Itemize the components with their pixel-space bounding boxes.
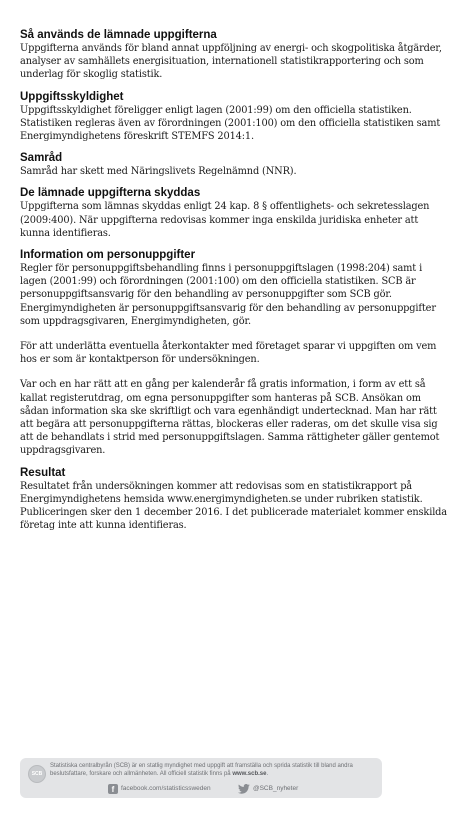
section-paragraph: Resultatet från undersökningen kommer att redovisas som en statistikrapport på Energimyndighetens hemsida www.energimyndigheten.se under rubriken statistik. Publiceringen sker den 1 december 2016. I det publicerade materialet kommer enskilda företag inte att kunna identifieras. — [20, 480, 447, 532]
section-paragraph: Uppgifterna används för bland annat uppföljning av energi- och skogpolitiska åtgärder, analyser av samhällets energisituation, internationell statistikrapportering och som underlag för skoglig statistik. — [20, 43, 442, 81]
twitter-link[interactable] — [238, 783, 298, 794]
facebook-url: facebook.com/statisticssweden — [121, 785, 211, 792]
section-usage — [20, 28, 448, 82]
section-paragraph: Samråd har skett med Näringslivets Regelnämnd (NNR). — [20, 166, 297, 178]
footer-description-end: . — [266, 771, 269, 777]
footer-website-link[interactable]: www.scb.se — [232, 771, 267, 777]
document-body — [20, 28, 448, 540]
footer-description — [50, 762, 378, 778]
section-heading: Så används de lämnade uppgifterna — [20, 29, 217, 41]
twitter-icon — [238, 784, 250, 794]
section-paragraph: Uppgifterna som lämnas skyddas enligt 24 kap. 8 § offentlighets- och sekretesslagen (2009:400). När uppgifterna redovisas kommer inga enskilda juridiska enheter att kunna identifieras. — [20, 201, 430, 239]
section-obligation — [20, 90, 448, 144]
section-heading: Samråd — [20, 152, 63, 165]
section-personal-data — [20, 248, 448, 458]
section-results — [20, 466, 448, 533]
section-paragraph: Uppgiftsskyldighet föreligger enligt lagen (2001:99) om den officiella statistiken. Statistiken regleras även av förordningen (2001:100) om den officiella statistiken samt Energimyndighetens föreskrift STEMFS 2014:1. — [20, 104, 441, 143]
facebook-icon: f — [108, 784, 118, 794]
section-heading: De lämnade uppgifterna skyddas — [20, 187, 201, 200]
section-consultation — [20, 151, 448, 178]
section-protection — [20, 186, 448, 240]
section-heading: Uppgiftsskyldighet — [20, 90, 124, 103]
section-paragraph: Regler för personuppgiftsbehandling finns i personuppgiftslagen (1998:204) samt i lagen (2001:99) och förordningen (2001:100) om den officiella statistiken. SCB är personuppgiftsansvarig för den behandling av personuppgifter som SCB gör. Energimyndigheten är personuppgiftsansvarig för den behandling av personuppgifter som uppdragsgivaren, Energimyndigheten, gör. — [20, 263, 436, 327]
facebook-link[interactable] — [108, 783, 211, 794]
section-heading: Information om personuppgifter — [20, 249, 196, 262]
section-heading: Resultat — [20, 466, 66, 479]
footer-description-text: Statistiska centralbyrån (SCB) är en statlig myndighet med uppgift att framställa och sprida statistik till bland andra beslutsfattare, forskare och allmänheten. All officiell statistik finns på — [50, 763, 353, 777]
scb-footer-banner — [20, 758, 382, 798]
section-paragraph: För att underlätta eventuella återkontakter med företaget sparar vi uppgiften om vem hos er som är kontaktperson för undersökningen. — [20, 341, 437, 366]
section-paragraph: Var och en har rätt att en gång per kalenderår få gratis information, i form av ett så kallat registerutdrag, om egna personuppgifter som hanteras på SCB. Ansökan om sådan information ska ske skriftligt och vara egenhändigt undertecknad. Man har rätt att begära att personuppgifterna rättas, blockeras eller raderas, om det skulle visa sig att de behandlats i strid med personuppgiftslagen. Samma rättigheter gäller gentemot uppdragsgivaren. — [20, 379, 440, 457]
scb-logo-icon: SCB — [28, 765, 46, 783]
twitter-handle: @SCB_nyheter — [253, 785, 299, 792]
